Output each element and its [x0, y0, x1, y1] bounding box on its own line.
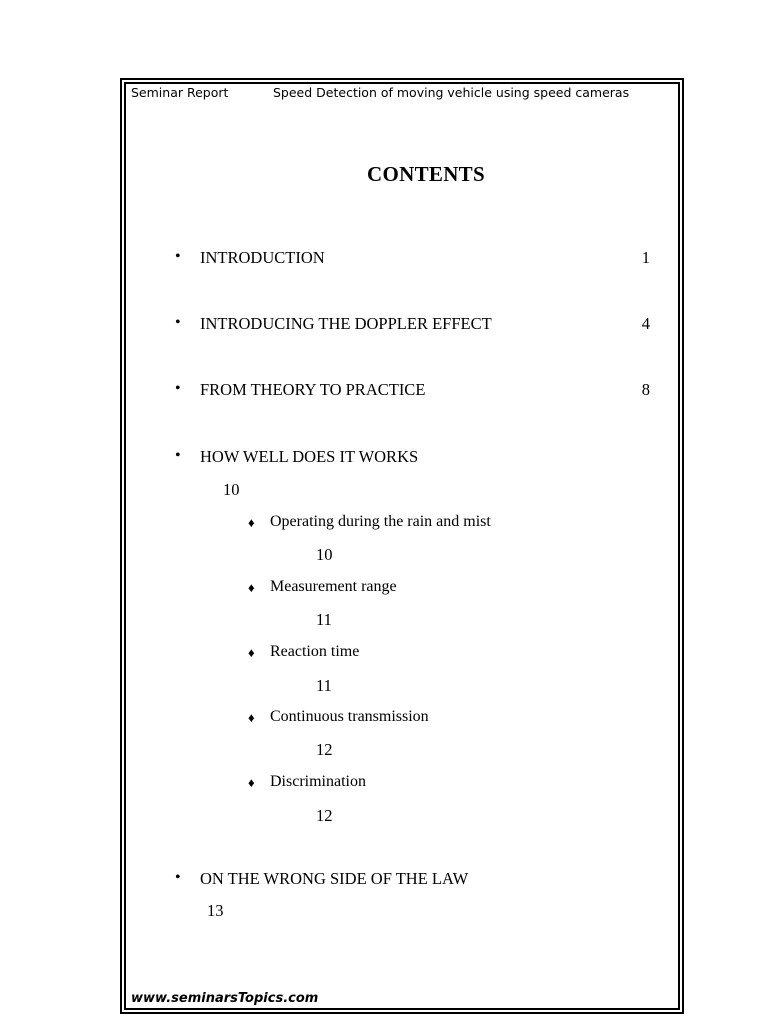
toc-entry-introduction: INTRODUCTION [200, 248, 325, 267]
diamond-bullet-icon: ♦ [248, 775, 255, 790]
toc-entry-wrong-side-of-law: ON THE WRONG SIDE OF THE LAW [200, 869, 469, 888]
footer-website: www.seminarsTopics.com [131, 991, 319, 1006]
bullet-icon: • [175, 869, 181, 886]
toc-subentry-measurement-range: Measurement range [270, 578, 397, 595]
toc-entry-doppler-effect: INTRODUCING THE DOPPLER EFFECT [200, 314, 492, 333]
toc-subpage-continuous-transmission: 12 [316, 740, 333, 759]
toc-page-theory-to-practice: 8 [641, 380, 650, 399]
diamond-bullet-icon: ♦ [248, 515, 255, 530]
page-title: CONTENTS [367, 162, 485, 186]
toc-page-wrong-side-of-law: 13 [207, 901, 224, 920]
bullet-icon: • [175, 447, 181, 464]
diamond-bullet-icon: ♦ [248, 645, 255, 660]
toc-subentry-discrimination: Discrimination [270, 773, 366, 790]
diamond-bullet-icon: ♦ [248, 710, 255, 725]
toc-subpage-discrimination: 12 [316, 806, 333, 825]
toc-subpage-measurement-range: 11 [316, 610, 332, 629]
header-report-label: Seminar Report [131, 85, 229, 100]
diamond-bullet-icon: ♦ [248, 580, 255, 595]
toc-page-doppler-effect: 4 [641, 314, 650, 333]
toc-subentry-rain-mist: Operating during the rain and mist [270, 513, 491, 530]
toc-subpage-reaction-time: 11 [316, 676, 332, 695]
bullet-icon: • [175, 314, 181, 331]
bullet-icon: • [175, 248, 181, 265]
toc-page-introduction: 1 [641, 248, 650, 267]
header-topic-title: Speed Detection of moving vehicle using speed cameras [273, 85, 630, 100]
toc-subentry-reaction-time: Reaction time [270, 643, 360, 660]
toc-subpage-rain-mist: 10 [316, 545, 333, 564]
toc-subentry-continuous-transmission: Continuous transmission [270, 708, 429, 725]
toc-entry-how-well: HOW WELL DOES IT WORKS [200, 447, 419, 466]
toc-page-how-well: 10 [223, 480, 240, 499]
bullet-icon: • [175, 380, 181, 397]
toc-entry-theory-to-practice: FROM THEORY TO PRACTICE [200, 380, 426, 399]
